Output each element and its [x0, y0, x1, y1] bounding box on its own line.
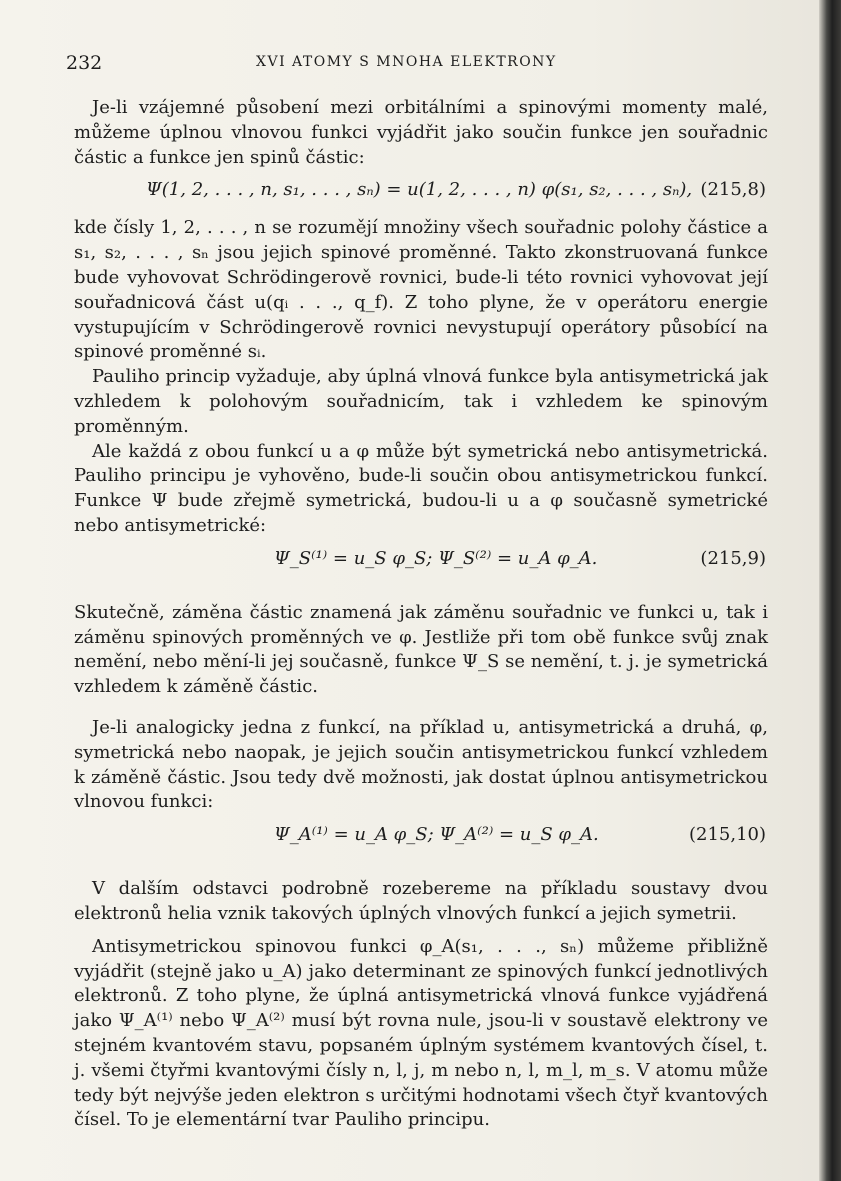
paragraph-6: Je-li analogicky jedna z funkcí, na příklad u, antisymetrická a druhá, φ, symetrická nebo naopak, je jejich součin antisymetrickou funkcí vzhledem k záměně částic. Jsou tedy dvě možnosti, jak dostat úplnou antisymetrickou vlnovou funkci: [74, 716, 768, 813]
paragraph-1: Je-li vzájemné působení mezi orbitálními a spinovými momenty malé, můžeme úplnou vlnovou funkci vyjádřit jako součin funkce jen souřadnic částic a funkce jen spinů částic: [74, 97, 768, 168]
equation-body: Ψ_S⁽¹⁾ = u_S φ_S; Ψ_S⁽²⁾ = u_A φ_A. [274, 547, 598, 569]
equation-number: (215,10) [688, 824, 766, 846]
paragraph-3: Pauliho princip vyžaduje, aby úplná vlnová funkce byla antisymetrická jak vzhledem k polohovým souřadnicím, tak i vzhledem ke spinovým proměnným. [74, 366, 768, 437]
equation-number: (215,8) [700, 179, 766, 201]
equation-number: (215,9) [700, 547, 766, 569]
paragraph-7: V dalším odstavci podrobně rozebereme na příkladu soustavy dvou elektronů helia vznik takových úplných vlnových funkcí a jejich symetrii. [74, 878, 768, 924]
equation-215-8 [74, 174, 768, 210]
equation-body: Ψ(1, 2, . . . , n, s₁, . . . , sₙ) = u(1, 2, . . . , n) φ(s₁, s₂, . . . , sₙ), [146, 179, 693, 201]
running-title: XVI ATOMY S MNOHA ELEKTRONY [256, 54, 557, 70]
page-number: 232 [66, 52, 103, 74]
page-edge-shadow [819, 0, 841, 1181]
paragraph-4: Ale každá z obou funkcí u a φ může být symetrická nebo antisymetrická. Pauliho principu je vyhověno, bude-li součin obou antisymetrickou funkcí. Funkce Ψ bude zřejmě symetrická, budou-li u a φ současně symetrické nebo antisymetrické: [74, 440, 768, 536]
page-header [66, 52, 766, 80]
equation-215-10 [74, 819, 768, 855]
equation-215-9 [74, 543, 768, 579]
body-text [74, 96, 768, 1133]
paragraph-2: kde čísly 1, 2, . . . , n se rozumějí množiny všech souřadnic polohy částice a s₁, s₂, . . . , sₙ jsou jejich spinové proměnné. Takto zkonstruovaná funkce bude vyhovovat Schrödingerově rovnici, bude-li této rovnici vyhovovat její souřadnicová část u(qᵢ . . ., q_f). Z toho plyne, že v operátoru energie vystupujícím v Schrödingerově rovnici nevystupují operátory působící na spinové proměnné sᵢ. [74, 217, 768, 363]
equation-body: Ψ_A⁽¹⁾ = u_A φ_S; Ψ_A⁽²⁾ = u_S φ_A. [274, 824, 599, 846]
paragraph-8: Antisymetrickou spinovou funkci φ_A(s₁, . . ., sₙ) můžeme přibližně vyjádřit (stejně jako u_A) jako determinant ze spinových funkcí jednotlivých elektronů. Z toho plyne, že úplná antisymetrická vlnová funkce vyjádřená jako Ψ_A⁽¹⁾ nebo Ψ_A⁽²⁾ musí být rovna nule, jsou-li v soustavě elektrony ve stejném kvantovém stavu, popsaném úplným systémem kvantových čísel, t. j. všemi čtyřmi kvantovými čísly n, l, j, m nebo n, l, m_l, m_s. V atomu může tedy být nejvýše jeden elektron s určitými hodnotami všech čtyř kvantových čísel. To je elementární tvar Pauliho principu. [74, 935, 768, 1131]
paragraph-5: Skutečně, záměna částic znamená jak záměnu souřadnic ve funkci u, tak i záměnu spinových proměnných ve φ. Jestliže při tom obě funkce svůj znak nemění, nebo mění-li jej současně, funkce Ψ_S se nemění, t. j. je symetrická vzhledem k záměně částic. [74, 601, 768, 698]
